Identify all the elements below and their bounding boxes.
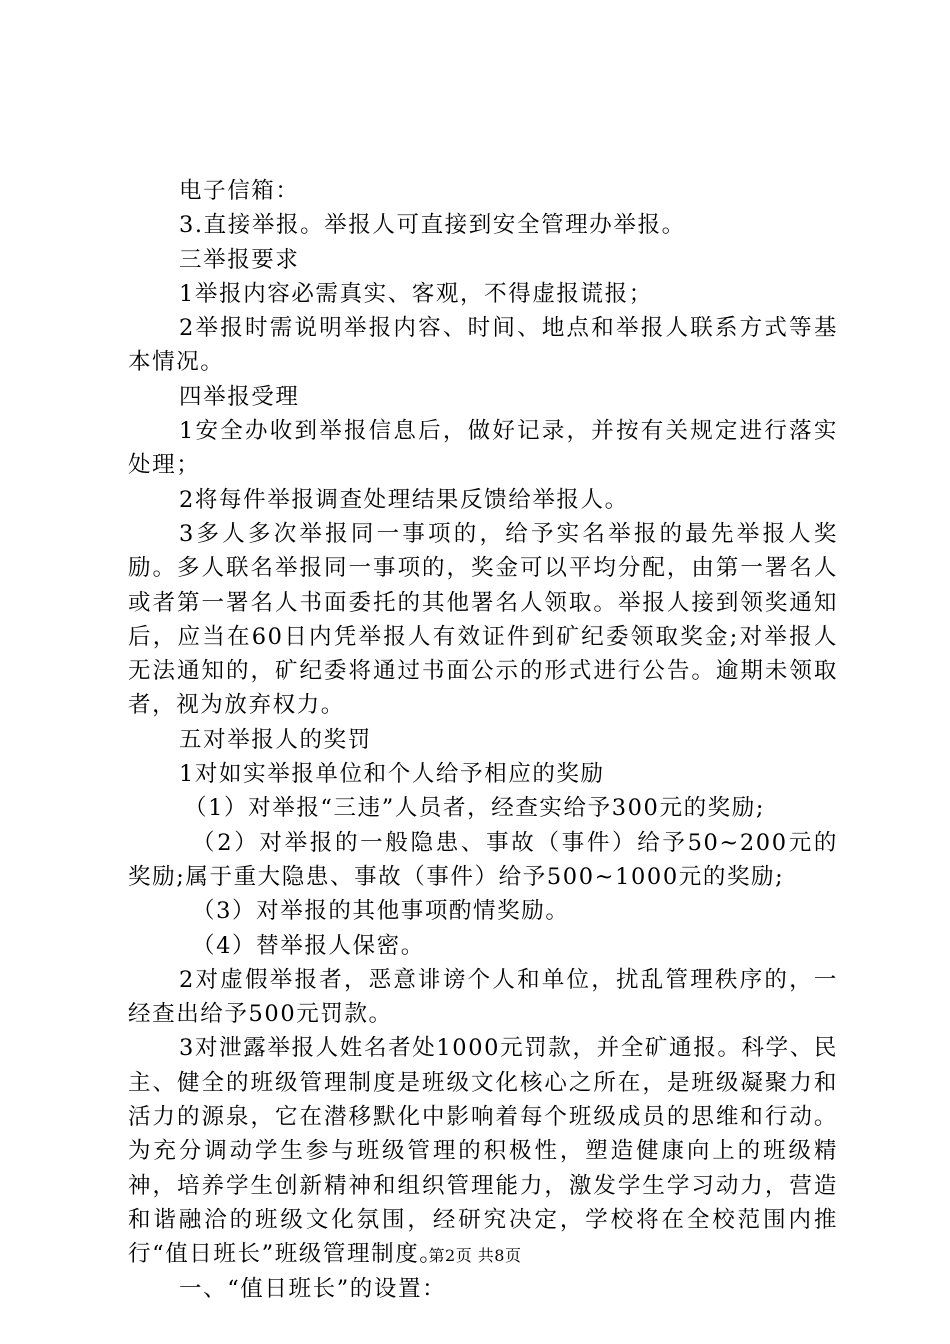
document-body <box>128 174 838 1306</box>
section-1-heading: 一、“值日班长”的设置： <box>179 1275 447 1302</box>
section-heading-acceptance: 四举报受理 <box>179 383 300 410</box>
requirement-2: 2举报时需说明举报内容、时间、地点和举报人联系方式等基本情况。 <box>128 315 838 376</box>
acceptance-2: 2将每件举报调查处理结果反馈给举报人。 <box>179 486 629 513</box>
reward-1-item-3: （3）对举报的其他事项酌情奖励。 <box>192 898 570 925</box>
acceptance-1: 1安全办收到举报信息后，做好记录，并按有关规定进行落实处理； <box>128 418 838 479</box>
penalty-3: 3对泄露举报人姓名者处1000元罚款，并全矿通报。科学、民主、健全的班级管理制度是班级文化核心之所在，是班级凝聚力和活力的源泉，它在潜移默化中影响着每个班级成员的思维和行动。为充分调动学生参与班级管理的积极性，塑造健康向上的班级精神，培养学生创新精神和组织管理能力，激发学生学习动力，营造和谐融洽的班级文化氛围，经研究决定，学校将在全校范围内推行“值日班长”班级管理制度。 <box>128 1035 838 1268</box>
email-line: 电子信箱： <box>179 178 300 204</box>
section-heading-requirements: 三举报要求 <box>179 246 300 273</box>
section-heading-rewards: 五对举报人的奖罚 <box>179 726 372 753</box>
penalty-2: 2对虚假举报者，恶意诽谤个人和单位，扰乱管理秩序的，一经查出给予500元罚款。 <box>128 966 838 1028</box>
acceptance-3: 3多人多次举报同一事项的，给予实名举报的最先举报人奖励。多人联名举报同一事项的，奖金可以平均分配，由第一署名人或者第一署名人书面委托的其他署名人领取。举报人接到领奖通知后，应当在60日内凭举报人有效证件到矿纪委领取奖金;对举报人无法通知的，矿纪委将通过书面公示的形式进行公告。逾期未领取者，视为放弃权力。 <box>128 520 838 719</box>
reward-1: 1对如实举报单位和个人给予相应的奖励 <box>179 761 605 788</box>
page-footer: 第2页 共8页 <box>428 1246 522 1265</box>
requirement-1: 1举报内容必需真实、客观，不得虚报谎报； <box>179 280 653 307</box>
reward-1-item-4: （4）替举报人保密。 <box>192 932 425 959</box>
reward-1-item-2: （2）对举报的一般隐患、事故（事件）给予50~200元的奖励;属于重大隐患、事故（事件）给予500~1000元的奖励; <box>128 829 838 890</box>
direct-report-line: 3.直接举报。举报人可直接到安全管理办举报。 <box>179 212 686 239</box>
reward-1-item-1: （1）对举报“三违”人员者，经查实给予300元的奖励; <box>184 795 766 822</box>
